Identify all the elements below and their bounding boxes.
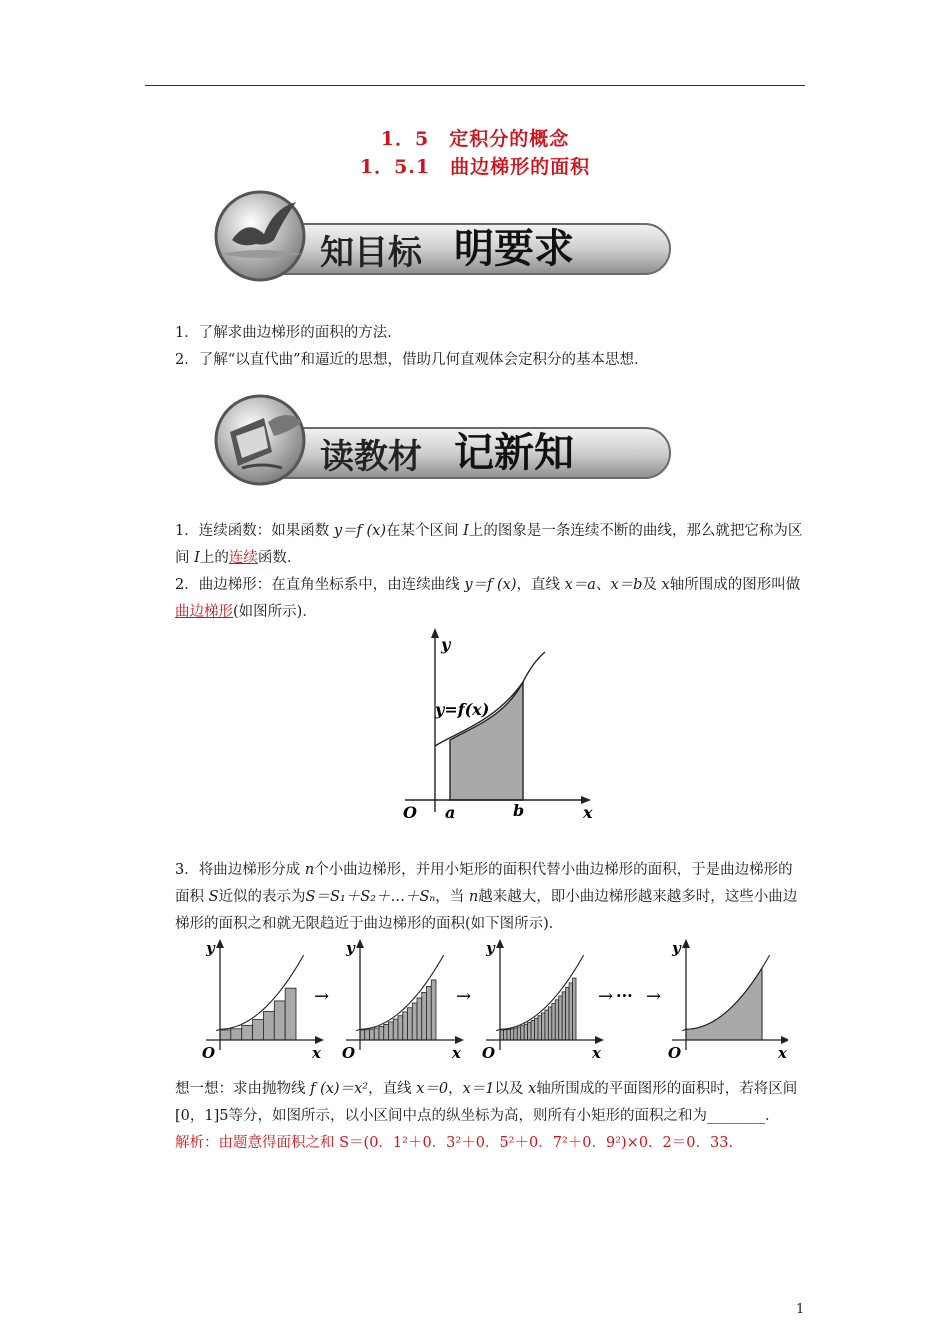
x-axis-label: x bbox=[583, 803, 593, 822]
approx-rect bbox=[389, 1022, 394, 1040]
approx-rect bbox=[524, 1024, 527, 1040]
page-number: 1 bbox=[796, 1302, 805, 1317]
x-arrowhead bbox=[455, 1036, 464, 1044]
approx-rect bbox=[253, 1020, 264, 1040]
section-title: 1．5 定积分的概念 bbox=[380, 128, 570, 150]
approx-rect bbox=[562, 992, 565, 1040]
banner2-text: 读教材 bbox=[320, 437, 422, 477]
figure-approximation-sequence bbox=[198, 935, 788, 1065]
x-arrowhead bbox=[315, 1036, 324, 1044]
objectives-list bbox=[145, 320, 805, 374]
approx-rect bbox=[569, 983, 572, 1040]
panel-5-rects bbox=[202, 939, 324, 1062]
approx-rect bbox=[521, 1026, 524, 1040]
approx-rect bbox=[393, 1019, 398, 1040]
y-arrowhead bbox=[682, 939, 690, 948]
x-label: x bbox=[452, 1044, 461, 1062]
arrow-4: → bbox=[646, 986, 662, 1007]
approx-rect bbox=[274, 1001, 285, 1040]
origin-label: O bbox=[482, 1044, 496, 1062]
objective-item: 1．了解求曲边梯形的面积的方法． bbox=[175, 325, 402, 341]
answer-text: ：由题意得面积之和 S＝(0．1²＋0．3²＋0．5²＋0．7²＋0．9²)×0．2＝0．33. bbox=[204, 1135, 734, 1151]
approx-rect bbox=[431, 980, 436, 1040]
arrow-1: → bbox=[314, 986, 330, 1007]
answer-blank: ________ bbox=[707, 1108, 765, 1124]
approx-rect bbox=[545, 1010, 548, 1040]
approx-rect bbox=[220, 1030, 231, 1040]
filled-area bbox=[686, 968, 762, 1040]
approx-rect bbox=[403, 1012, 408, 1040]
panel-20-rects bbox=[482, 939, 604, 1062]
ellipsis: ··· bbox=[616, 986, 633, 1005]
approx-rect bbox=[360, 1030, 365, 1040]
approx-rect bbox=[541, 1013, 544, 1040]
origin-label: O bbox=[668, 1044, 682, 1062]
answer-label: 解析 bbox=[175, 1135, 204, 1151]
banner2-text-bold: 记新知 bbox=[454, 429, 574, 476]
y-axis-label: y bbox=[441, 635, 451, 654]
knowledge-section bbox=[145, 518, 805, 626]
approx-rect bbox=[517, 1027, 520, 1040]
approx-rect bbox=[412, 1003, 417, 1040]
x-arrowhead bbox=[781, 1036, 788, 1044]
approx-rect bbox=[538, 1016, 541, 1040]
approx-rect bbox=[408, 1008, 413, 1040]
y-arrowhead bbox=[356, 939, 364, 948]
x-arrowhead bbox=[595, 1036, 604, 1044]
curve-label: y=f(x) bbox=[435, 700, 490, 719]
term-curved-trapezoid: 曲边梯形 bbox=[175, 604, 233, 620]
approx-rect bbox=[231, 1029, 242, 1040]
x-label: x bbox=[592, 1044, 601, 1062]
approx-rect bbox=[548, 1007, 551, 1040]
answer-line bbox=[145, 1130, 805, 1157]
approx-rect bbox=[514, 1028, 517, 1040]
banner-objectives bbox=[212, 188, 682, 288]
approx-rect bbox=[552, 1003, 555, 1040]
knowledge-paragraph-3: 3．将曲边梯形分成 n个小曲边梯形，并用小矩形的面积代替小曲边梯形的面积，于是曲边梯形的面积 S近似的表示为S＝S₁＋S₂＋…＋Sₙ，当 n越来越大，即小曲边梯形越来越多时，这些小曲边梯形的面积之和就无限趋近于曲边梯形的面积(如下图所示)． bbox=[175, 862, 798, 932]
knowledge-paragraph-1: 1．连续函数：如果函数 y＝f (x)在某个区间 I上的图象是一条连续不断的曲线，那么就把它称为区间 I上的连续函数． bbox=[175, 523, 803, 566]
approx-rect bbox=[370, 1029, 375, 1040]
subsection-title: 1．5.1 曲边梯形的面积 bbox=[359, 156, 591, 178]
approx-rect bbox=[566, 988, 569, 1040]
panel-15-rects bbox=[342, 939, 464, 1062]
origin-label: O bbox=[202, 1044, 216, 1062]
approx-rect bbox=[507, 1029, 510, 1040]
approx-rect bbox=[242, 1025, 253, 1040]
approx-rect bbox=[531, 1020, 534, 1040]
arrow-2: → bbox=[456, 986, 472, 1007]
knowledge-paragraph-2: 2．曲边梯形：在直角坐标系中，由连续曲线 y＝f (x)，直线 x＝a、x＝b及 x轴所围成的图形叫做曲边梯形(如图所示)． bbox=[175, 577, 801, 620]
approx-rect bbox=[365, 1030, 370, 1040]
approx-rect bbox=[384, 1024, 389, 1040]
panel-limit bbox=[668, 939, 788, 1062]
origin-label: O bbox=[342, 1044, 356, 1062]
banner-knowledge bbox=[212, 392, 682, 492]
top-rule bbox=[145, 85, 805, 86]
approx-rect bbox=[503, 1030, 506, 1040]
approx-rect bbox=[417, 998, 422, 1040]
objective-item: 2．了解“以直代曲”和逼近的思想，借助几何直观体会定积分的基本思想． bbox=[175, 352, 649, 368]
y-label: y bbox=[486, 939, 495, 957]
approx-rect bbox=[285, 988, 296, 1040]
approx-rect bbox=[573, 978, 576, 1040]
b-label: b bbox=[513, 801, 525, 820]
figure-curved-trapezoid bbox=[395, 622, 605, 822]
approx-rect bbox=[555, 1000, 558, 1040]
y-label: y bbox=[346, 939, 355, 957]
banner1-text-bold: 明要求 bbox=[454, 225, 574, 272]
banner1-text: 知目标 bbox=[320, 233, 422, 273]
y-label: y bbox=[672, 939, 681, 957]
approx-rect bbox=[510, 1029, 513, 1040]
approx-rect bbox=[528, 1022, 531, 1040]
approx-rect bbox=[379, 1026, 384, 1040]
y-arrowhead bbox=[496, 939, 504, 948]
x-label: x bbox=[312, 1044, 321, 1062]
term-continuous: 连续 bbox=[228, 550, 258, 566]
approx-rect bbox=[427, 986, 432, 1040]
approx-rect bbox=[398, 1016, 403, 1040]
origin-label: O bbox=[403, 803, 417, 822]
y-arrowhead bbox=[216, 939, 224, 948]
a-label: a bbox=[445, 803, 456, 822]
think-section: 想一想：求由抛物线 f (x)＝x²，直线 x＝0，x＝1以及 x轴所围成的平面图形的面积时，若将区间[0，1]5等分，如图所示，以小区间中点的纵坐标为高，则所有小矩形的面积之和为________． 解析：由题意得面积之和 S＝(0．1²＋0．3²＋0．5²＋0．7²＋0．9²)×0．2＝0．33. bbox=[145, 1076, 805, 1157]
approx-rect bbox=[535, 1018, 538, 1040]
approx-rect bbox=[263, 1011, 274, 1040]
approx-rect bbox=[422, 992, 427, 1040]
y-label: y bbox=[206, 939, 215, 957]
arrow-3: → bbox=[598, 986, 614, 1007]
approx-rect bbox=[374, 1028, 379, 1040]
x-label: x bbox=[778, 1044, 787, 1062]
approx-rect bbox=[559, 996, 562, 1040]
